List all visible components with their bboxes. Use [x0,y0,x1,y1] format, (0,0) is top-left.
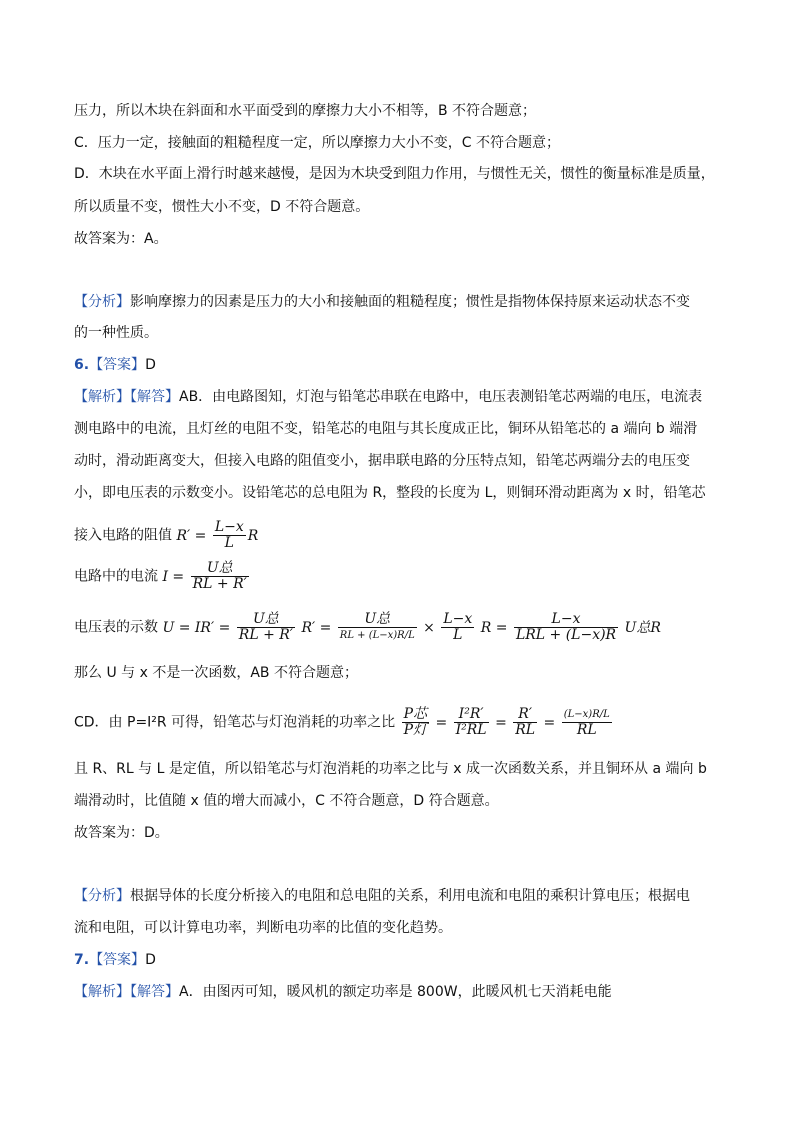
numerator: (L−x)R/L [563,709,610,720]
question-number: 7. [74,952,90,968]
fraction [402,707,429,738]
formula-label: 电压表的示数 [74,619,158,636]
text-line: 的一种性质。 [74,325,158,341]
formula-part: R′ = [301,619,332,636]
formula-label: 接入电路的阻值 [74,527,172,544]
analysis-text: 影响摩擦力的因素是压力的大小和接触面的粗糙程度；惯性是指物体保持原来运动状态不变 [130,294,690,310]
text-line: 动时，滑动距离变大，但接入电路的阻值变小，据串联电路的分压特点知，铅笔芯两端分去的电压变 [74,453,690,469]
text-line: 压力，所以木块在斜面和水平面受到的摩擦力大小不相等，B 不符合题意； [74,103,537,119]
solution-tag: 【解析】【解答】 [74,389,179,405]
formula-part: I = [162,568,185,585]
denominator: L [213,535,246,551]
answer-tag: 【答案】 [89,357,146,373]
analysis-line [74,292,690,312]
fraction [338,612,417,643]
text-line: D．木块在水平面上滑行时越来越慢，是因为木块受到阻力作用，与惯性无关，惯性的衡量标准是质量， [74,166,715,182]
formula-current [162,560,250,592]
text-line: 流和电阻，可以计算电功率，判断电功率的比值的变化趋势。 [74,920,452,936]
formula-power-ratio [400,706,614,738]
question-6-answer [74,355,156,375]
formula-label: 电路中的电流 [74,568,158,585]
numerator: P芯 [403,706,427,722]
numerator: U总 [364,611,391,627]
formula-resistance [176,519,259,551]
question-6-solution [74,387,702,407]
fraction [441,612,474,643]
formula-part: = [543,714,556,731]
numerator: U总 [206,560,233,576]
formula-part: R′ = [176,527,207,544]
denominator: LRL + (L−x)R [515,627,617,643]
fraction [191,561,249,592]
formula-part: U总R [624,619,661,636]
numerator: L−x [551,611,581,627]
formula-voltage [162,611,661,643]
answer-tag: 【答案】 [89,952,146,968]
text-line: 所以质量不变，惯性大小不变，D 不符合题意。 [74,199,370,215]
formula-label: CD．由 P=I²R 可得，铅笔芯与灯泡消耗的功率之比 [74,714,396,731]
fraction [562,707,612,738]
text-line: 那么 U 与 x 不是一次函数，AB 不符合题意； [74,665,358,681]
formula-part: = [435,714,448,731]
fraction [513,707,537,738]
solution-text: A．由图丙可知，暖风机的额定功率是 800W，此暖风机七天消耗电能 [179,984,612,1000]
text-line: 测电路中的电流，且灯丝的电阻不变，铅笔芯的电阻与其长度成正比，铜环从铅笔芯的 a 端向 b 端滑 [74,421,698,437]
solution-tag: 【解析】【解答】 [74,984,179,1000]
numerator: I²R′ [458,706,484,722]
solution-text: AB．由电路图知，灯泡与铅笔芯串联在电路中，电压表测铅笔芯两端的电压，电流表 [179,389,703,405]
formula-part: × [423,619,435,636]
fraction [213,520,246,551]
analysis-tag: 【分析】 [74,294,130,310]
text-line [74,612,661,643]
fraction [237,612,295,643]
denominator: RL + R′ [192,576,247,592]
question-7-solution [74,982,612,1002]
text-line: 故答案为：A。 [74,231,168,247]
formula-part: U = IR′ = [162,619,231,636]
analysis-tag: 【分析】 [74,888,130,904]
denominator: RL + R′ [238,627,293,643]
fraction [454,707,489,738]
denominator: I²RL [455,722,487,738]
answer-value: D [145,952,156,968]
denominator: P灯 [403,722,427,738]
numerator: L−x [443,611,473,627]
analysis-line [74,886,690,906]
numerator: U总 [252,611,279,627]
numerator: R′ [518,706,533,722]
text-line [74,707,614,738]
denominator: L [441,627,474,643]
denominator: RL + (L−x)R/L [338,627,417,643]
numerator: L−x [214,519,244,535]
text-line: C．压力一定，接触面的粗糙程度一定，所以摩擦力大小不变，C 不符合题意； [74,135,560,151]
text-line: 且 R、RL 与 L 是定值，所以铅笔芯与灯泡消耗的功率之比与 x 成一次函数关系，并且铜环从 a 端向 b [74,761,707,777]
formula-part: = [495,714,507,731]
analysis-text: 根据导体的长度分析接入的电阻和总电阻的关系，利用电流和电阻的乘积计算电压；根据电 [130,888,690,904]
text-line: 小，即电压表的示数变小。设铅笔芯的总电阻为 R，整段的长度为 L，则铜环滑动距离为 x 时，铅笔芯 [74,485,706,501]
question-7-answer [74,950,156,970]
formula-part: R [247,527,259,544]
formula-part: R = [480,619,508,636]
text-line [74,561,251,592]
text-line [74,520,258,551]
answer-value: D [145,357,156,373]
text-line: 端滑动时，比值随 x 值的增大而减小，C 不符合题意，D 符合题意。 [74,793,499,809]
denominator: RL [515,722,536,738]
text-line: 故答案为：D。 [74,825,169,841]
question-number: 6. [74,357,90,373]
denominator: RL [562,722,612,738]
fraction [514,612,618,643]
